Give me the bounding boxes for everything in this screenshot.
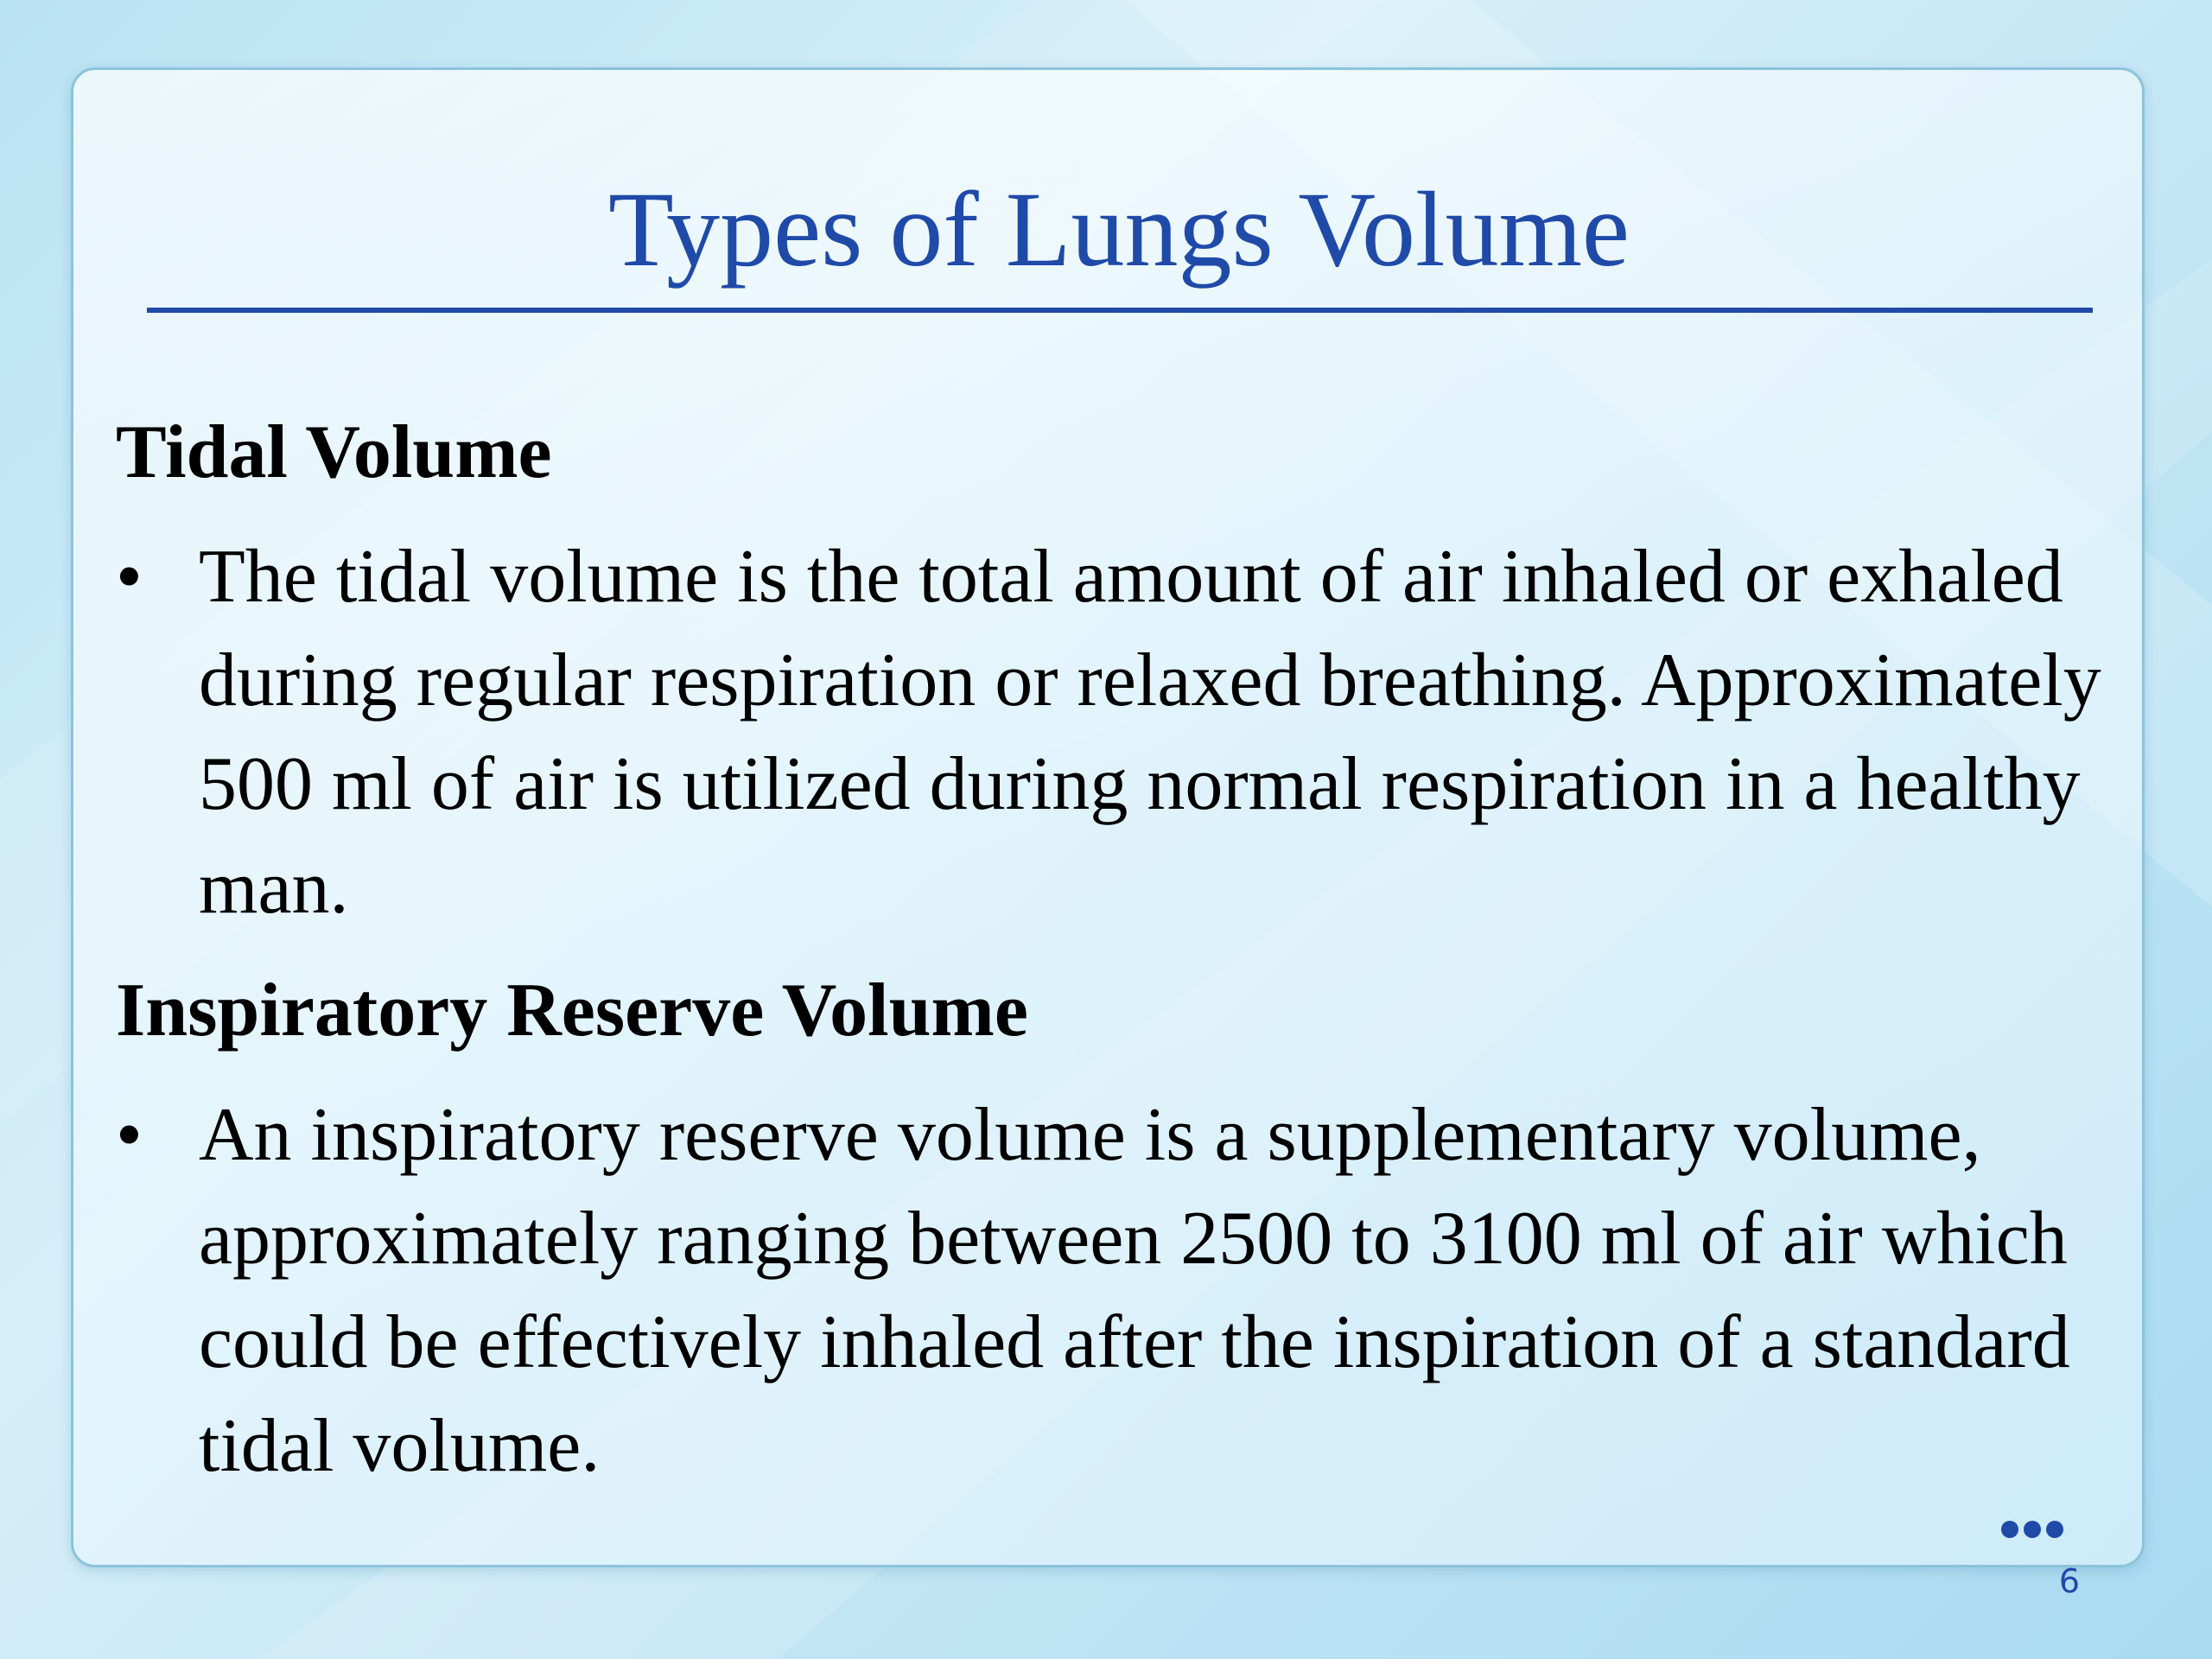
page-number: 6: [2058, 1562, 2081, 1600]
bullet-item-inspiratory-reserve-volume: [116, 1084, 2103, 1498]
bullet-item-tidal-volume: [116, 525, 2103, 940]
section-heading-tidal-volume: Tidal Volume: [116, 410, 552, 494]
bullet-text-tidal-volume: The tidal volume is the total amount of air inhaled or exhaled during regular respiration or relaxed breathing. Approximately 500 ml of air is utilized during normal respiration in a healthy man.: [199, 535, 2101, 930]
bullet-icon: •: [116, 1093, 143, 1177]
more-dots-icon: [2001, 1521, 2063, 1538]
bullet-icon: •: [116, 535, 143, 619]
title-underline: [147, 308, 2093, 313]
section-heading-inspiratory-reserve-volume: Inspiratory Reserve Volume: [116, 969, 1028, 1052]
bullet-text-inspiratory-reserve-volume: An inspiratory reserve volume is a supplementary volume, approximately ranging between 2500 to 3100 ml of air which could be effectively inhaled after the inspiration of a standard tidal volume.: [199, 1093, 2070, 1488]
slide-title: Types of Lungs Volume: [608, 170, 1630, 289]
